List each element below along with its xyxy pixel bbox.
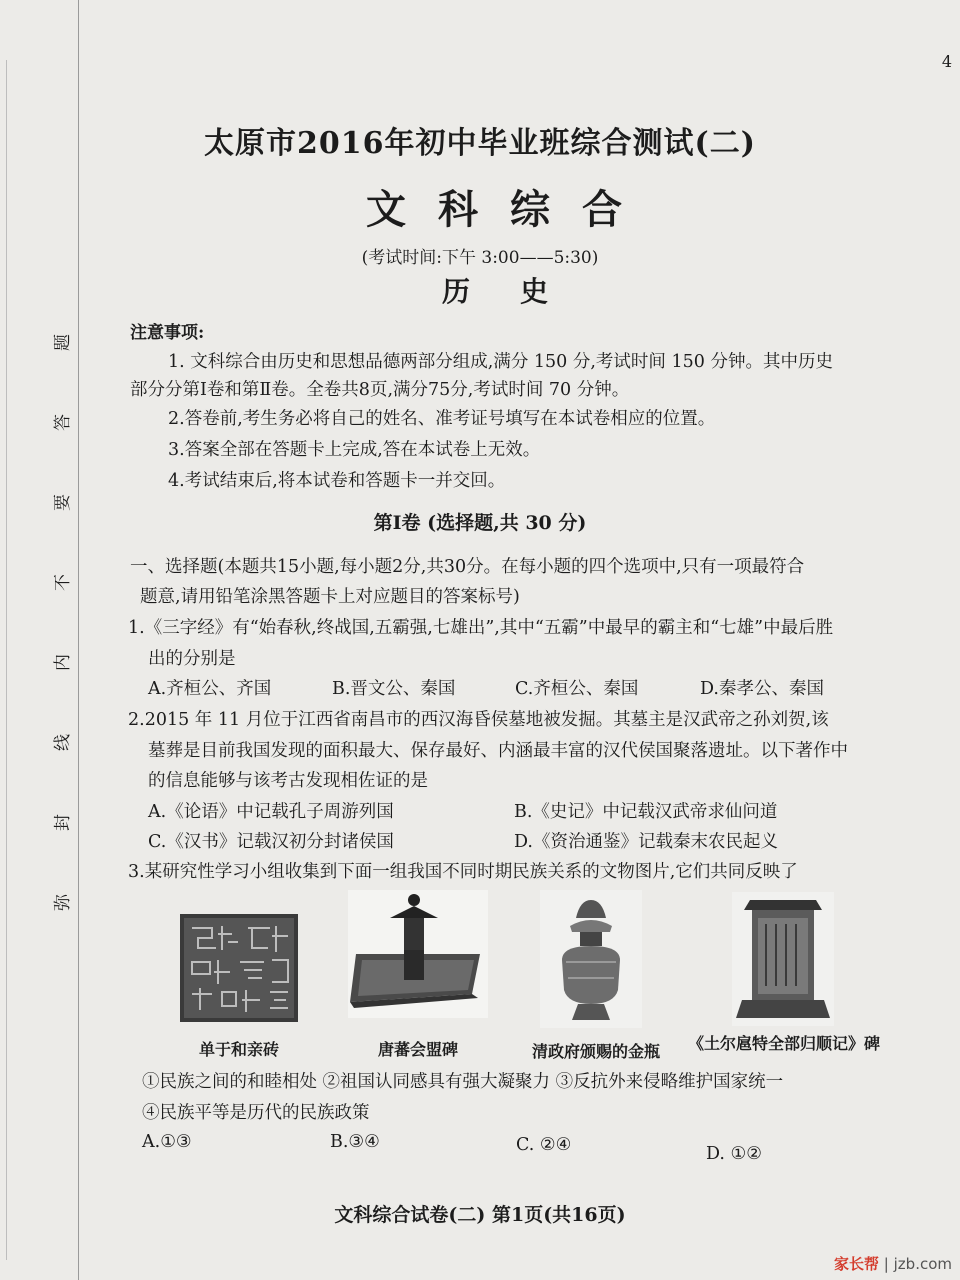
site-watermark: 家长帮 | jzb.com [834, 1255, 952, 1273]
notice-heading: 注意事项: [130, 323, 205, 343]
q2-stem: 墓葬是目前我国发现的面积最大、保存最好、内涵最丰富的汉代侯国聚落遗址。以下著作中 [148, 741, 848, 761]
q2-option-d: D.《资治通鉴》记载秦末农民起义 [514, 832, 778, 852]
q2-stem: 的信息能够与该考古发现相佐证的是 [148, 771, 428, 791]
q1-option-b: B.晋文公、秦国 [332, 679, 456, 699]
image-caption: 单于和亲砖 [198, 1040, 279, 1059]
q3-option-c: C. ②④ [516, 1135, 572, 1155]
part-title: 历史 [441, 275, 598, 308]
q2-option-c: C.《汉书》记载汉初分封诸侯国 [148, 832, 394, 852]
instruction-line: 题意,请用铅笔涂黑答题卡上对应题目的答案标号) [140, 587, 520, 607]
margin-char: 不 [53, 574, 73, 591]
q3-statements: ④民族平等是历代的民族政策 [142, 1103, 370, 1123]
notice-line: 1. 文科综合由历史和思想品德两部分组成,满分 150 分,考试时间 150 分钟。其中历史 [168, 352, 833, 372]
notice-line: 3.答案全部在答题卡上完成,答在本试卷上无效。 [168, 440, 541, 460]
margin-char: 弥 [53, 894, 73, 911]
margin-char: 线 [53, 734, 73, 751]
notice-line: 2.答卷前,考生务必将自己的姓名、准考证号填写在本试卷相应的位置。 [168, 409, 716, 429]
page-footer: 文科综合试卷(二) 第1页(共16页) [334, 1204, 626, 1226]
subject-title: 文科综合 [366, 186, 654, 233]
q1-stem: 1.《三字经》有“始春秋,终战国,五霸强,七雄出”,其中“五霸”中最早的霸主和“七雄”中最后胜 [128, 618, 834, 638]
q2-option-b: B.《史记》中记载汉武帝求仙问道 [514, 802, 778, 822]
q2-option-a: A.《论语》中记载孔子周游列国 [148, 802, 394, 822]
q3-option-b: B.③④ [330, 1132, 380, 1152]
exam-time: (考试时间:下午 3:00——5:30) [361, 248, 599, 268]
notice-line: 4.考试结束后,将本试卷和答题卡一并交回。 [168, 471, 506, 491]
q1-option-c: C.齐桓公、秦国 [515, 679, 639, 699]
stele-pavilion-image [348, 890, 488, 1018]
q1-option-a: A.齐桓公、齐国 [148, 679, 272, 699]
image-caption: 清政府颁赐的金瓶 [531, 1042, 660, 1061]
q1-stem: 出的分别是 [148, 649, 236, 669]
q3-stem: 3.某研究性学习小组收集到下面一组我国不同时期民族关系的文物图片,它们共同反映了 [128, 862, 798, 882]
exam-title: 太原市2016年初中毕业班综合测试(二) [204, 126, 756, 161]
section-title: 第Ⅰ卷 (选择题,共 30 分) [373, 512, 587, 534]
margin-char: 答 [53, 414, 73, 431]
q1-option-d: D.秦孝公、秦国 [700, 679, 824, 699]
binding-edge [6, 60, 7, 1260]
q3-option-a: A.①③ [142, 1132, 192, 1152]
notice-line: 部分分第Ⅰ卷和第Ⅱ卷。全卷共8页,满分75分,考试时间 70 分钟。 [130, 380, 630, 400]
watermark-domain: jzb.com [893, 1255, 952, 1273]
image-caption: 《土尔扈特全部归顺记》碑 [688, 1034, 881, 1053]
margin-char: 要 [53, 494, 73, 511]
watermark-brand: 家长帮 [834, 1255, 880, 1273]
margin-char: 封 [53, 814, 73, 831]
corner-number: 4 [941, 52, 952, 71]
brick-image [178, 912, 300, 1024]
margin-char: 题 [53, 334, 73, 351]
q3-statements: ①民族之间的和睦相处 ②祖国认同感具有强大凝聚力 ③反抗外来侵略维护国家统一 [142, 1072, 784, 1092]
margin-char: 内 [53, 654, 73, 671]
image-caption: 唐蕃会盟碑 [377, 1040, 458, 1059]
q2-stem: 2.2015 年 11 月位于江西省南昌市的西汉海昏侯墓地被发掘。其墓主是汉武帝之孙刘贺,该 [128, 710, 829, 730]
q3-option-d: D. ①② [706, 1144, 762, 1164]
instruction-line: 一、选择题(本题共15小题,每小题2分,共30分。在每小题的四个选项中,只有一项最符合 [130, 557, 805, 577]
torghut-stele-image [732, 892, 834, 1026]
golden-vase-image [540, 890, 642, 1028]
